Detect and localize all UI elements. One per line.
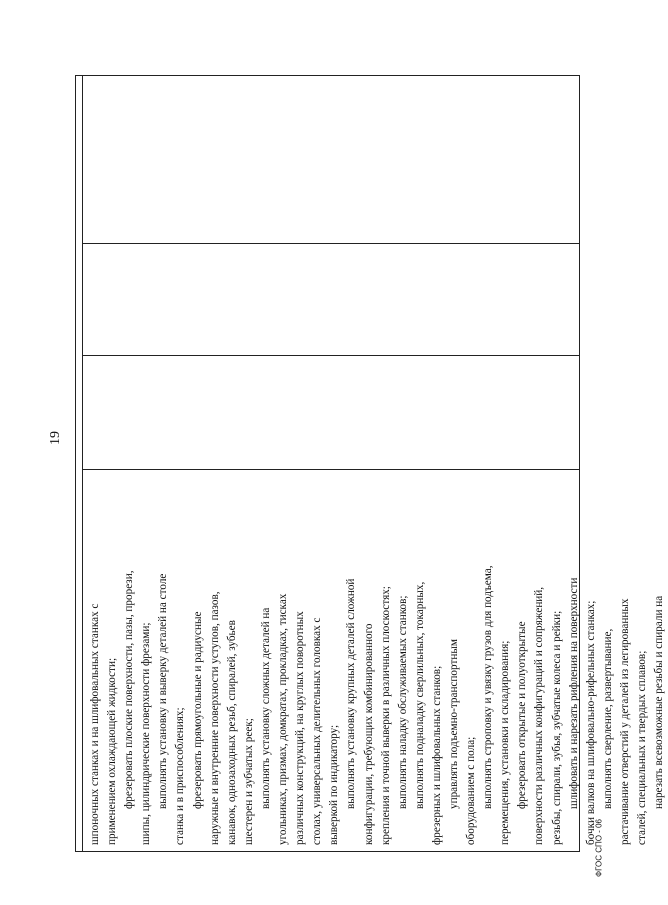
text-line: выверкой по индикатору; (328, 724, 341, 845)
text-line: резьбы, спирали, зубья, зубчатые колеса и рейки; (550, 610, 563, 845)
text-line: конфигурации, требующих комбинированного (362, 623, 375, 845)
text-line: выполнять строповку и увязку грузов для подъема, (482, 565, 495, 809)
text-line: шпоночных станках и на шлифовальных станках с (89, 603, 101, 845)
text-line: станка и в приспособлениях; (174, 707, 187, 845)
text-line: крепления и точной выверки в различных плоскостях; (379, 586, 392, 845)
text-line: перемещения, установки и складирования; (499, 640, 512, 845)
text-line: поверхности различных конфигураций и сопряжений, (533, 586, 546, 845)
text-line: наружные и внутренние поверхности уступов, пазов, (208, 591, 221, 845)
text-line: растачивание отверстий у деталей из легированных (618, 598, 631, 845)
text-line: управлять подъемно-транспортным (447, 639, 460, 809)
text-line: выполнять наладку обслуживаемых станков; (396, 595, 409, 809)
table-top-row (76, 76, 83, 851)
text-line: выполнять установку крупных деталей сложной (345, 578, 358, 809)
text-line: выполнять установку и выверку деталей на столе (157, 573, 170, 809)
text-line: фрезеровать прямоугольные и радиусные (191, 611, 204, 809)
text-line: канавок, однозаходных резьб, спиралей, зубьев (225, 620, 238, 845)
text-line: угольниках, призмах, домкратах, прокладках, тисках (277, 593, 290, 845)
text-line: оборудованием с пола; (465, 736, 478, 845)
page-number: 19 (48, 431, 63, 445)
empty-cell-2 (83, 355, 579, 469)
text-line: фрезеровать открытые и полуоткрытые (516, 621, 529, 809)
text-line: выполнять сверление, развертывание, (601, 628, 614, 809)
text-line: столах, универсальных делительных головках с (311, 617, 324, 845)
text-line: выполнять установку сложных деталей на (259, 607, 272, 809)
text-line: шестерен и зубчатых реек; (242, 718, 255, 845)
text-line: фрезерных и шлифовальных станков; (430, 665, 443, 845)
text-line: сталей, специальных и твердых сплавов; (636, 650, 648, 845)
text-line: бочки валков на шлифовально-рифельных станках; (584, 600, 597, 845)
text-line: нарезать всевозможные резьбы и спирали на (653, 595, 666, 809)
text-line: фрезеровать плоские поверхности, пазы, прорези, (123, 570, 136, 809)
text-line: шлифовать и нарезать рифления на поверхности (567, 577, 580, 809)
text-line: выполнять подналадку сверлильных, токарных, (413, 581, 426, 809)
empty-cell-3 (83, 243, 579, 355)
text-line: применением охлаждающей жидкости; (106, 657, 119, 845)
skills-text (87, 470, 666, 845)
text-line: шипы, цилиндрические поверхности фрезами; (140, 622, 153, 845)
document-code: ФГОС СПО - 06 (594, 819, 604, 877)
empty-cell-4 (83, 76, 579, 243)
text-line: различных конструкций, на круглых поворотных (294, 611, 307, 845)
